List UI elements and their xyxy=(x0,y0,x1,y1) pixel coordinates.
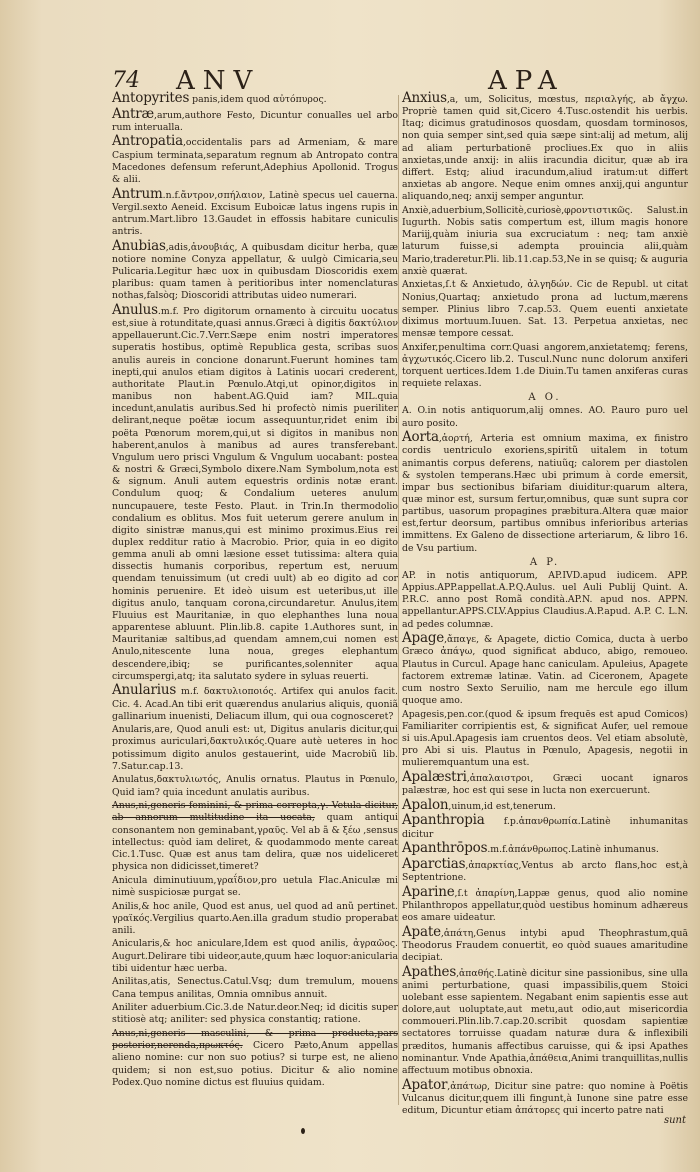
entry-text: m.f. δακτυλιοποιός. Artifex qui anulos facit. Cic. 4. Acad.An tibi erit quærendus anularius aliquis, quoniã gallinarium inuenisti, Deliacum illum, qui oua cognosceret? xyxy=(112,686,398,722)
entry-text: Anularis,are, Quod anuli est: ut, Digitus anularis dicitur,qui proximus auriculari,δακτυλικός.Quare autè ueteres in hoc potissimum digito anulos gestauerint, uide Macrobiũ lib. 7.Satur.cap.13. xyxy=(112,724,398,772)
section-heading: A P. xyxy=(529,556,561,568)
entry-headword: Antrum xyxy=(112,185,163,202)
struck-text: Anus,ni,generis masculini, & prima producta,pars posterior,nerenda,πρωκτός. xyxy=(112,1028,398,1052)
entry-text: .n.f.ἄντρον,σπήλαιον, Latinè specus uel cauerna. Vergil.sexto Aeneid. Excisum Euboicæ latus ingens rupis in antrum.Mart.libro 13.Gaudet in effossis habitare cuniculis antris. xyxy=(112,189,398,238)
dictionary-entry xyxy=(112,92,398,106)
column-divider xyxy=(398,95,399,1105)
entry-text: ,ſ.t ἀπαρίνη,Lappæ genus, quod alio nomine Philanthropos appellatur,quòd uestibus hominum adhæreus eos amare uideatur. xyxy=(402,887,688,923)
entry-text: Anxifer,penultima corr.Quasi angorem,anxietatemq; ferens, ἀγχωτικός.Cicero lib.2. Tuscul.Nunc nunc dolorum anxiferi torquent uertices.Idem 1.de Diuin.Tu tamen anxiferas curas requiete relaxas. xyxy=(402,341,688,390)
dictionary-entry xyxy=(112,684,398,722)
dictionary-entry xyxy=(402,431,688,555)
entry-headword: Apanthropia xyxy=(402,812,485,829)
dictionary-entry xyxy=(112,1028,398,1089)
entry-text: ,occidentalis pars ad Armeniam, & mare Caspium terminata,separatum regnum ab Antropato contra Macedones defensum referunt,Adephius Apollonid. Trogus & alii. xyxy=(112,137,398,185)
entry-headword: Apathes xyxy=(402,963,457,980)
entry-text: f.p.ἀπανθρωπία.Latinè inhumanitas dicitur xyxy=(402,816,688,840)
dictionary-entry xyxy=(112,304,398,683)
entry-text: ,ἀπαρκτίας,Ventus ab arcto flans,hoc est,à Septentrione. xyxy=(402,859,688,884)
entry-text: Anxietas,ſ.t & Anxietudo, ἀλγηδών. Cic de Republ. ut citat Nonius,Quartaq; anxietudo prona ad luctum,mærens semper. Plinius libro 7.cap.53. Quem euenti anxietate diximus mortuum.Iuuen. Sat. 13. Perpetua anxietas, nec mensæ tempore cessat. xyxy=(402,279,688,339)
entry-headword: Apanthrōpos xyxy=(402,840,488,857)
entry-headword: Aorta xyxy=(402,429,439,446)
dictionary-entry xyxy=(402,768,688,797)
dictionary-entry xyxy=(402,405,688,429)
dictionary-entry xyxy=(402,709,688,770)
dictionary-entry xyxy=(402,814,688,840)
entry-text: Anxiè,aduerbium,Sollicitè,curiosè,φροντιστικῶς. Salust.in Iugurth. Nobis satis compertum est, illum magis honore Mariĳ,quàm iniuria sua excruciatum : neq; tam anxiè laturum fuisse,si adempta prouincia alii,quàm Mario,traderetur.Pli. lib.11.cap.53,Ne in se quisq; & auguria anxiè quærat. xyxy=(402,204,688,277)
entry-text: Aniliter aduerbium.Cic.3.de Natur.deor.Neq; id dicitis super stitiosè atq; aniliter: sed physica constantiq; ratione. xyxy=(112,1002,398,1026)
struck-text: Anus,ni,generis feminini, & prima correpta,γ. Vetula dicitur, ab annorum multitudine ita uocata, xyxy=(112,800,398,824)
dictionary-entry xyxy=(402,342,688,391)
entry-text: ,ἄπαγε, & Apagete, dictio Comica, ducta à uerbo Græco ἀπάγω, quod significat abduco, abigo, remoueo. Plautus in Curcul. Apage hanc caniculam. Apuleius, Apagete factorem extremæ latinæ. Vatin. ad Ciceronem, Apagete cum nostro Sexto Seruilio, nam me hercule ego illum quoque amo. xyxy=(402,634,688,706)
entry-headword: Apage xyxy=(402,630,445,647)
entry-headword: Antræ xyxy=(112,105,155,122)
dictionary-entry xyxy=(402,1076,688,1117)
dictionary-entry xyxy=(402,796,688,813)
entry-headword: Anxius xyxy=(402,90,447,106)
entry-text: ,ἀορτή, Arteria est omnium maxima, ex finistro cordis uentriculo exoriens,spiritũ uitalem in totum animantis corpus deferens, natiuũq; calorem per diastolen & systolen temperans.Hæc ubi primum à corde emersit, impar bus sectionibus bifariam diuiditur:quarum altera, quæ minor est, sursum fertur,omnibus, quæ sunt supra cor partibus, uasorum propagines præbitura.Altera quæ maior est,fertur deorsum, partibus omnibus inferioribus arterias immittens. Ex Galeno de dissectione arteriarum, & libro 16. de Vsu partium. xyxy=(402,433,688,554)
entry-text: ,a, um, Solicitus, mœstus, περιαλγής, ab ἄγχω. Propriè tamen quid sit,Cicero 4.Tusc.ostendit his uerbis. Itaq; dicimus gratudinosos quosdam, quosdam torminosos, non quia semper sint,sed quia sæpe sint:alij ad metum, alij ad aliam perturbationē procliues.Ex quo in aliis anxietas,unde anxij: in aliis iracundia dicitur, quæ ab ira differt. Estq; aliud iracundum,aliud iratum:ut differt anxietas ab angore. Neque enim omnes anxij,qui anguntur aliquando,neq; anxij semper anguntur. xyxy=(402,94,688,203)
entry-text: ,ἀπάτη,Genus intybi apud Theophrastum,quā Theodorus Fraudem conuertit, eo quòd suaues amaritudine decipiat. xyxy=(402,927,688,963)
dictionary-entry xyxy=(112,105,398,134)
entry-headword: Anularius xyxy=(112,682,177,699)
dictionary-entry xyxy=(402,883,688,924)
page-number: 74 xyxy=(112,68,140,93)
dictionary-entry xyxy=(112,938,398,974)
dictionary-entry xyxy=(112,237,398,303)
entry-text: Anulatus,δακτυλιωτός, Anulis ornatus. Plautus in Pœnulo, Quid iam? quia incedunt anulatis auribus. xyxy=(112,774,398,798)
dictionary-entry xyxy=(402,923,688,964)
entry-text: ,adis,ἀνουβιάς, A quibusdam dicitur herba, quæ notiore nomine Conyza appellatur, & uulgò Cimicaria,seu Pulicaria.Legitur hæc uox in quibusdam Dioscoridis exem plaribus: quam tamen à peritioribus inter nomenclaturas nothas,falsòq; Dioscoridi attributas uideo numerari. xyxy=(112,241,398,302)
dictionary-entry xyxy=(402,855,688,884)
dictionary-entry xyxy=(402,632,688,707)
entry-headword: Apalæstri xyxy=(402,768,467,785)
dictionary-entry xyxy=(112,135,398,186)
entry-text: ,uinum,id est,tenerum. xyxy=(448,800,556,812)
entry-text: panis,idem quod αὐτόπυρος. xyxy=(189,94,327,105)
dictionary-entry xyxy=(402,963,688,1077)
dictionary-entry xyxy=(402,842,688,856)
dictionary-entry xyxy=(112,901,398,937)
entry-text: ,ἀπάτωρ, Dicitur sine patre: quo nomine à Poëtis Vulcanus dicitur,quem illi fingunt,à Iunone sine patre esse editum, Dicuntur etiam ἀπάτορες qui incerto patre nati xyxy=(402,1080,688,1116)
entry-headword: Apate xyxy=(402,923,441,940)
left-column xyxy=(112,92,398,1090)
entry-text: Anilis,& hoc anile, Quod est anus, uel quod ad anũ pertinet. γραϊκός.Vergilius quarto.Aen.illa gradum studio properabat anili. xyxy=(112,900,398,936)
entry-text: Cicero Pæto,Anum appellas alieno nomine: cur non suo potius? si turpe est, ne alieno quidem; si non est,suo potius. Dicitur & alio nomine Podex.Quo nomine dictus est fluuius quidam. xyxy=(112,1040,398,1088)
entry-headword: Antopyrites xyxy=(112,90,190,106)
entry-text: ,ἀπαλαιστροι, Græci uocant ignaros palæstræ, hoc est qui sese in lucta non exercuerunt. xyxy=(402,772,688,797)
entry-headword: Antropatia xyxy=(112,133,183,150)
entry-text: ,ἀπαθής.Latinè dicitur sine passionibus, sine ulla animi perturbatione, quasi impassibilis,quem Stoici uolebant esse sapientem. Negabant enim sapientis esse aut dolore,aut uoluptate,aut metu,aut odio,aut misericordia commoueri.Plin.lib.7.cap.20.scribit quosdam sapientiæ sectatores torruisse quadam naturæ dura & inflexibili præditos, humanis affectibus caruisse, qui & ipsi Apathes nominantur. Vnde Apathia,ἀπάθεια,Animi tranquillitas,nullis affectuum motibus obnoxia. xyxy=(402,967,688,1076)
entry-text: .m.f. Pro digitorum ornamento à circuitu uocatus est,siue à rotunditate,quasi annus.Græci à digitis δακτύλιον appellauerunt.Cic.7.Verr.Sæpe enim nostri imperatores superatis hostibus, optimè Republica gesta, scribas suos anulis aureis in concione donarunt.Fuerunt homines tam inepti,qui anulos etiam digitos à Latinis uocari crederent, authoritate Plaut.in Pœnulo.Atqi,ut opinor,digitos in manibus non habent.AG.Quid iam? MIL.quia incedunt,anulatis auribus.Sed hi profectò nimis pueriliter delirant,neque poëtæ iocum assequuntur,ridet enim ibi poëta Pœnorum morem,qui,ut si digitos in manibus non haberent,anulos à manibus ad aures transferebant. Vngulum uero prisci Vngulum & Vngulum uocabant: postea & nostri & Græci,Symbolo dixere.Nam Symbolum,nota est & signum. Anuli autem equestris ordinis notæ erant. Condulum quoq; & Condalium ueteres anulum nuncupauere, teste Festo. Plaut. in Trin.In thermodolio condalium es oblitus. Mos fuit ueterum gerere anulum in digito sinistræ manus,qui est minimo proximus.Eius rei duplex redditur ratio à Macrobio. Prior, quia in eo digito gemma anuli ab omni læsione esset tutissima: altera quia dissectis humanis corporibus, repertum est, neruum quendam tenuissimum (ut credi uult) ab eo digito ad cor hominis peruenire. Et ideò uisum est ueteribus,ut ille digitus anulo, tanquam corona,circundaretur. Anulus,item Fluuius est Mauritaniæ, in quo elephanthes luna noua apparentese abluunt. Plin.lib.8. capite 1.Authores sunt, in Mauritaniæ saltibus,ad quendam amnem,cui nomen est Anulo,nitescente luna noua, greges elephantum descendere,ibiq; se purificantes,solenniter aqua circumspergi,atq; ita salutato sydere in syluas reuerti. xyxy=(112,306,398,682)
entry-headword: Apator xyxy=(402,1076,448,1093)
entry-text: quam antiqui consonantem non geminabant,γραῦς. Vel ab ã & ξέω ,sensus intellectus: quòd iam deliret, & quodammodo mente careat Cic.1.Tusc. Quæ est anus tam delira, quæ nos uideliceret physica non didicisset,timeret? xyxy=(112,812,398,873)
entry-headword: Aparctias xyxy=(402,855,466,872)
entry-headword: Aparine xyxy=(402,883,455,900)
entry-text: Anicula diminutiuum,γραΐδιον,pro uetula Flac.Aniculæ mi nimè suspiciosæ purgat se. xyxy=(112,874,398,898)
catchword: sunt xyxy=(663,1115,686,1126)
dictionary-entry xyxy=(402,279,688,340)
entry-text: Anilitas,atis, Senectus.Catul.Vsq; dum tremulum, mouens Cana tempus anilitas, Omnia omnibus annuit. xyxy=(112,976,398,1000)
dictionary-entry xyxy=(112,976,398,1000)
section-heading: A O. xyxy=(528,392,562,404)
left-guide-word: ANV xyxy=(176,66,261,96)
dictionary-entry xyxy=(112,800,398,873)
dictionary-entry xyxy=(402,570,688,631)
dictionary-entry xyxy=(112,724,398,773)
entry-headword: Apalon xyxy=(402,796,449,813)
entry-text: .m.f.ἀπάνθρωπος.Latinè inhumanus. xyxy=(487,844,659,856)
right-guide-word: APA xyxy=(488,66,565,96)
dictionary-entry xyxy=(112,875,398,899)
dictionary-entry xyxy=(112,185,398,239)
dictionary-entry xyxy=(402,92,688,203)
entry-text: Apagesis,pen.cor.(quod & ipsum frequēs est apud Comicos) Familiariter corripientis est, & significat Aufer, uel remoue si uis.Apul.Apagesis iam cruentos deos. Vel etiam absolutè, pro Abi si uis. Plautus in Pœnulo, Apagesis, negotii in mulieremquantum una est. xyxy=(402,708,688,769)
dictionary-entry xyxy=(112,1002,398,1026)
entry-headword: Anubias xyxy=(112,237,166,254)
dictionary-entry xyxy=(112,774,398,798)
right-column xyxy=(402,92,688,1119)
entry-text: Anicularis,& hoc aniculare,Idem est quod anilis, ἀγραῶος. Augurt.Delirare tibi uideor,aute,quum hæc loquor:anicularia tibi uidentur hæc uerba. xyxy=(112,938,398,974)
ink-dot xyxy=(301,1128,305,1134)
entry-text: ,arum,authore Festo, Dicuntur conualles uel arbo rum interualla. xyxy=(112,109,398,133)
entry-headword: Anulus xyxy=(112,302,158,318)
entry-text: AP. in notis antiquorum, AP.IVD.apud iudicem. APP. Appius.APP.appellat.A.P.Q.Aulus. uel Auli Publij Quint. A. P.R.C. anno post Romã condità.AP.N. apud nos. APPN. appellantur.APPS.CLV.Appius Claudius.A.P.apud. A.P. C. L.N. ad pedes columnæ. xyxy=(402,569,688,630)
dictionary-entry xyxy=(402,205,688,278)
entry-text: A. O.in notis antiquorum,alij omnes. AO. P.auro puro uel auro posito. xyxy=(402,405,688,429)
